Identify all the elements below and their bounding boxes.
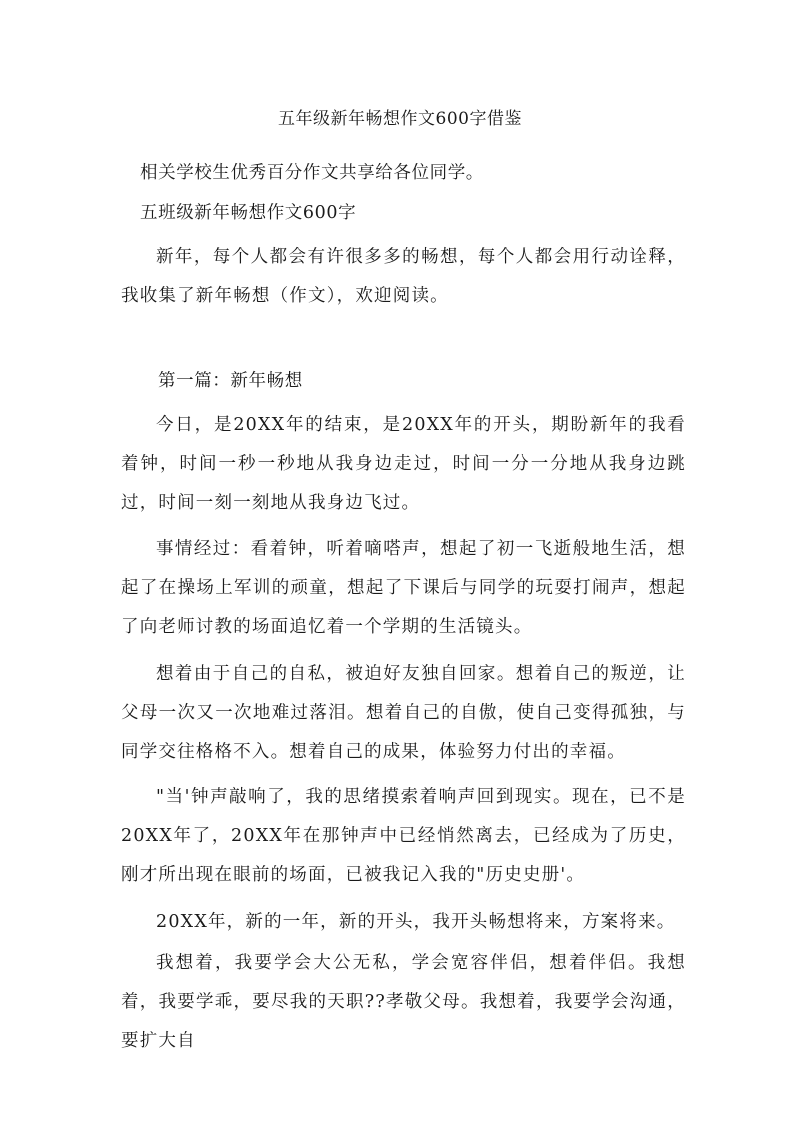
body-paragraph: 20XX年，新的一年，新的开头，我开头畅想将来，方案将来。 xyxy=(156,912,676,932)
opening-paragraph: 新年，每个人都会有许很多多的畅想，每个人都会用行动诠释，我收集了新年畅想（作文），欢迎阅读。 xyxy=(121,247,686,306)
body-paragraph: 我想着，我要学会大公无私，学会宽容伴侣，想着伴侣。我想着，我要学乖，要尽我的天职??孝敬父母。我想着，我要学会沟通，要扩大自 xyxy=(121,953,686,1051)
section-heading: 第一篇：新年畅想 xyxy=(158,371,303,391)
intro-subtitle: 五班级新年畅想作文600字 xyxy=(140,203,357,223)
body-paragraph: 事情经过：看着钟，听着嘀嗒声，想起了初一飞逝般地生活，想起了在操场上军训的顽童，想起了下课后与同学的玩耍打闹声，想起了向老师讨教的场面追忆着一个学期的生活镜头。 xyxy=(121,539,686,637)
body-paragraph: 想着由于自己的自私，被迫好友独自回家。想着自己的叛逆，让父母一次又一次地难过落泪。想着自己的自傲，使自己变得孤独，与同学交往格格不入。想着自己的成果，体验努力付出的幸福。 xyxy=(121,664,686,762)
intro-line: 相关学校生优秀百分作文共享给各位同学。 xyxy=(140,163,484,183)
document-title: 五年级新年畅想作文600字借鉴 xyxy=(278,109,522,129)
body-paragraph: 今日，是20XX年的结束，是20XX年的开头，期盼新年的我看着钟，时间一秒一秒地从我身边走过，时间一分一分地从我身边跳过，时间一刻一刻地从我身边飞过。 xyxy=(121,415,686,513)
body-paragraph: "当'钟声敲响了，我的思绪摸索着响声回到现实。现在，已不是20XX年了，20XX年在那钟声中已经悄然离去，已经成为了历史，刚才所出现在眼前的场面，已被我记入我的"历史史册'。 xyxy=(121,787,686,885)
